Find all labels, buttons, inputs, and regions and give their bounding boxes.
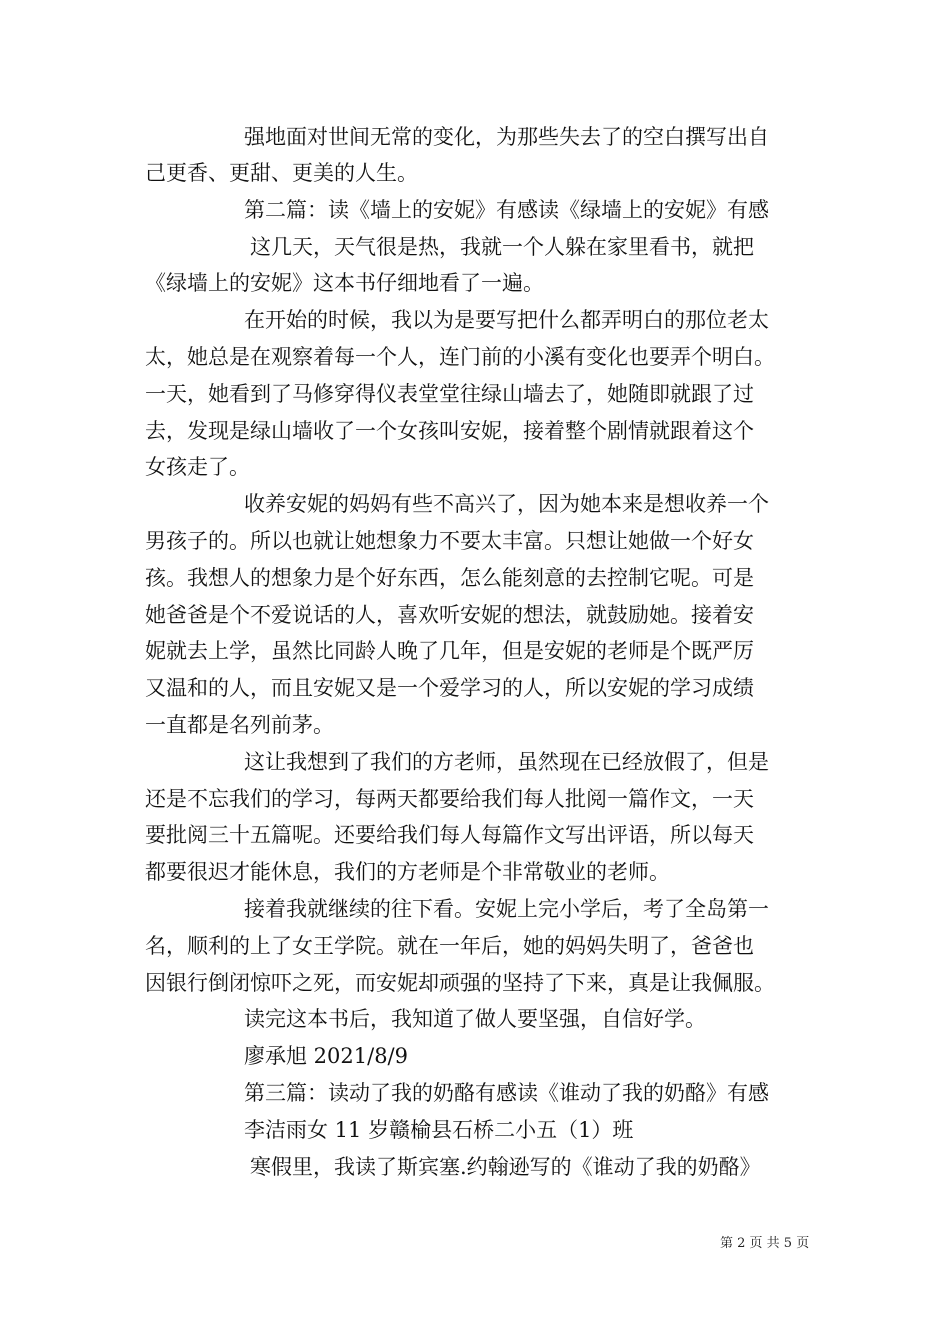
text-line: 要批阅三十五篇呢。还要给我们每人每篇作文写出评语，所以每天 (145, 823, 754, 847)
text-line: 男孩子的。所以也就让她想象力不要太丰富。只想让她做一个好女 (145, 529, 754, 553)
text-line: 妮就去上学，虽然比同龄人晚了几年，但是安妮的老师是个既严厉 (145, 639, 754, 663)
text-line: 女孩走了。 (145, 455, 250, 479)
author-date-line: 廖承旭 2021/8/9 (244, 1044, 408, 1068)
text-line: 太，她总是在观察着每一个人，连门前的小溪有变化也要弄个明白。 (145, 345, 775, 369)
text-line: 读完这本书后，我知道了做人要坚强，自信好学。 (244, 1007, 706, 1031)
heading-line: 第三篇：读动了我的奶酪有感读《谁动了我的奶酪》有感 (244, 1081, 769, 1105)
text-line: 接着我就继续的往下看。安妮上完小学后，考了全岛第一 (244, 897, 769, 921)
heading-line: 第二篇：读《墙上的安妮》有感读《绿墙上的安妮》有感 (244, 198, 769, 222)
text-line: 这几天，天气很是热，我就一个人躲在家里看书，就把 (250, 235, 754, 259)
text-line: 寒假里，我读了斯宾塞.约翰逊写的《谁动了我的奶酪》 (250, 1155, 761, 1179)
text-line: 去，发现是绿山墙收了一个女孩叫安妮，接着整个剧情就跟着这个 (145, 419, 754, 443)
text-line: 都要很迟才能休息，我们的方老师是个非常敬业的老师。 (145, 860, 670, 884)
text-line: 她爸爸是个不爱说话的人，喜欢听安妮的想法，就鼓励她。接着安 (145, 603, 754, 627)
text-line: 一直都是名列前茅。 (145, 713, 334, 737)
text-line: 强地面对世间无常的变化，为那些失去了的空白撰写出自 (244, 125, 769, 149)
text-line: 这让我想到了我们的方老师，虽然现在已经放假了，但是 (244, 750, 769, 774)
text-line: 己更香、更甜、更美的人生。 (145, 161, 418, 185)
text-line: 还是不忘我们的学习，每两天都要给我们每人批阅一篇作文，一天 (145, 787, 754, 811)
text-line: 名，顺利的上了女王学院。就在一年后，她的妈妈失明了，爸爸也 (145, 934, 754, 958)
text-line: 《绿墙上的安妮》这本书仔细地看了一遍。 (145, 271, 544, 295)
author-line: 李洁雨女 11 岁赣榆县石桥二小五（1）班 (244, 1118, 634, 1142)
text-line: 收养安妮的妈妈有些不高兴了，因为她本来是想收养一个 (244, 492, 769, 516)
page-number-footer: 第 2 页 共 5 页 (720, 1236, 810, 1251)
text-line: 因银行倒闭惊吓之死，而安妮却顽强的坚持了下来，真是让我佩服。 (145, 971, 775, 995)
text-line: 一天，她看到了马修穿得仪表堂堂往绿山墙去了，她随即就跟了过 (145, 382, 754, 406)
text-line: 孩。我想人的想象力是个好东西，怎么能刻意的去控制它呢。可是 (145, 566, 754, 590)
text-line: 在开始的时候，我以为是要写把什么都弄明白的那位老太 (244, 308, 769, 332)
text-line: 又温和的人，而且安妮又是一个爱学习的人，所以安妮的学习成绩 (145, 676, 754, 700)
